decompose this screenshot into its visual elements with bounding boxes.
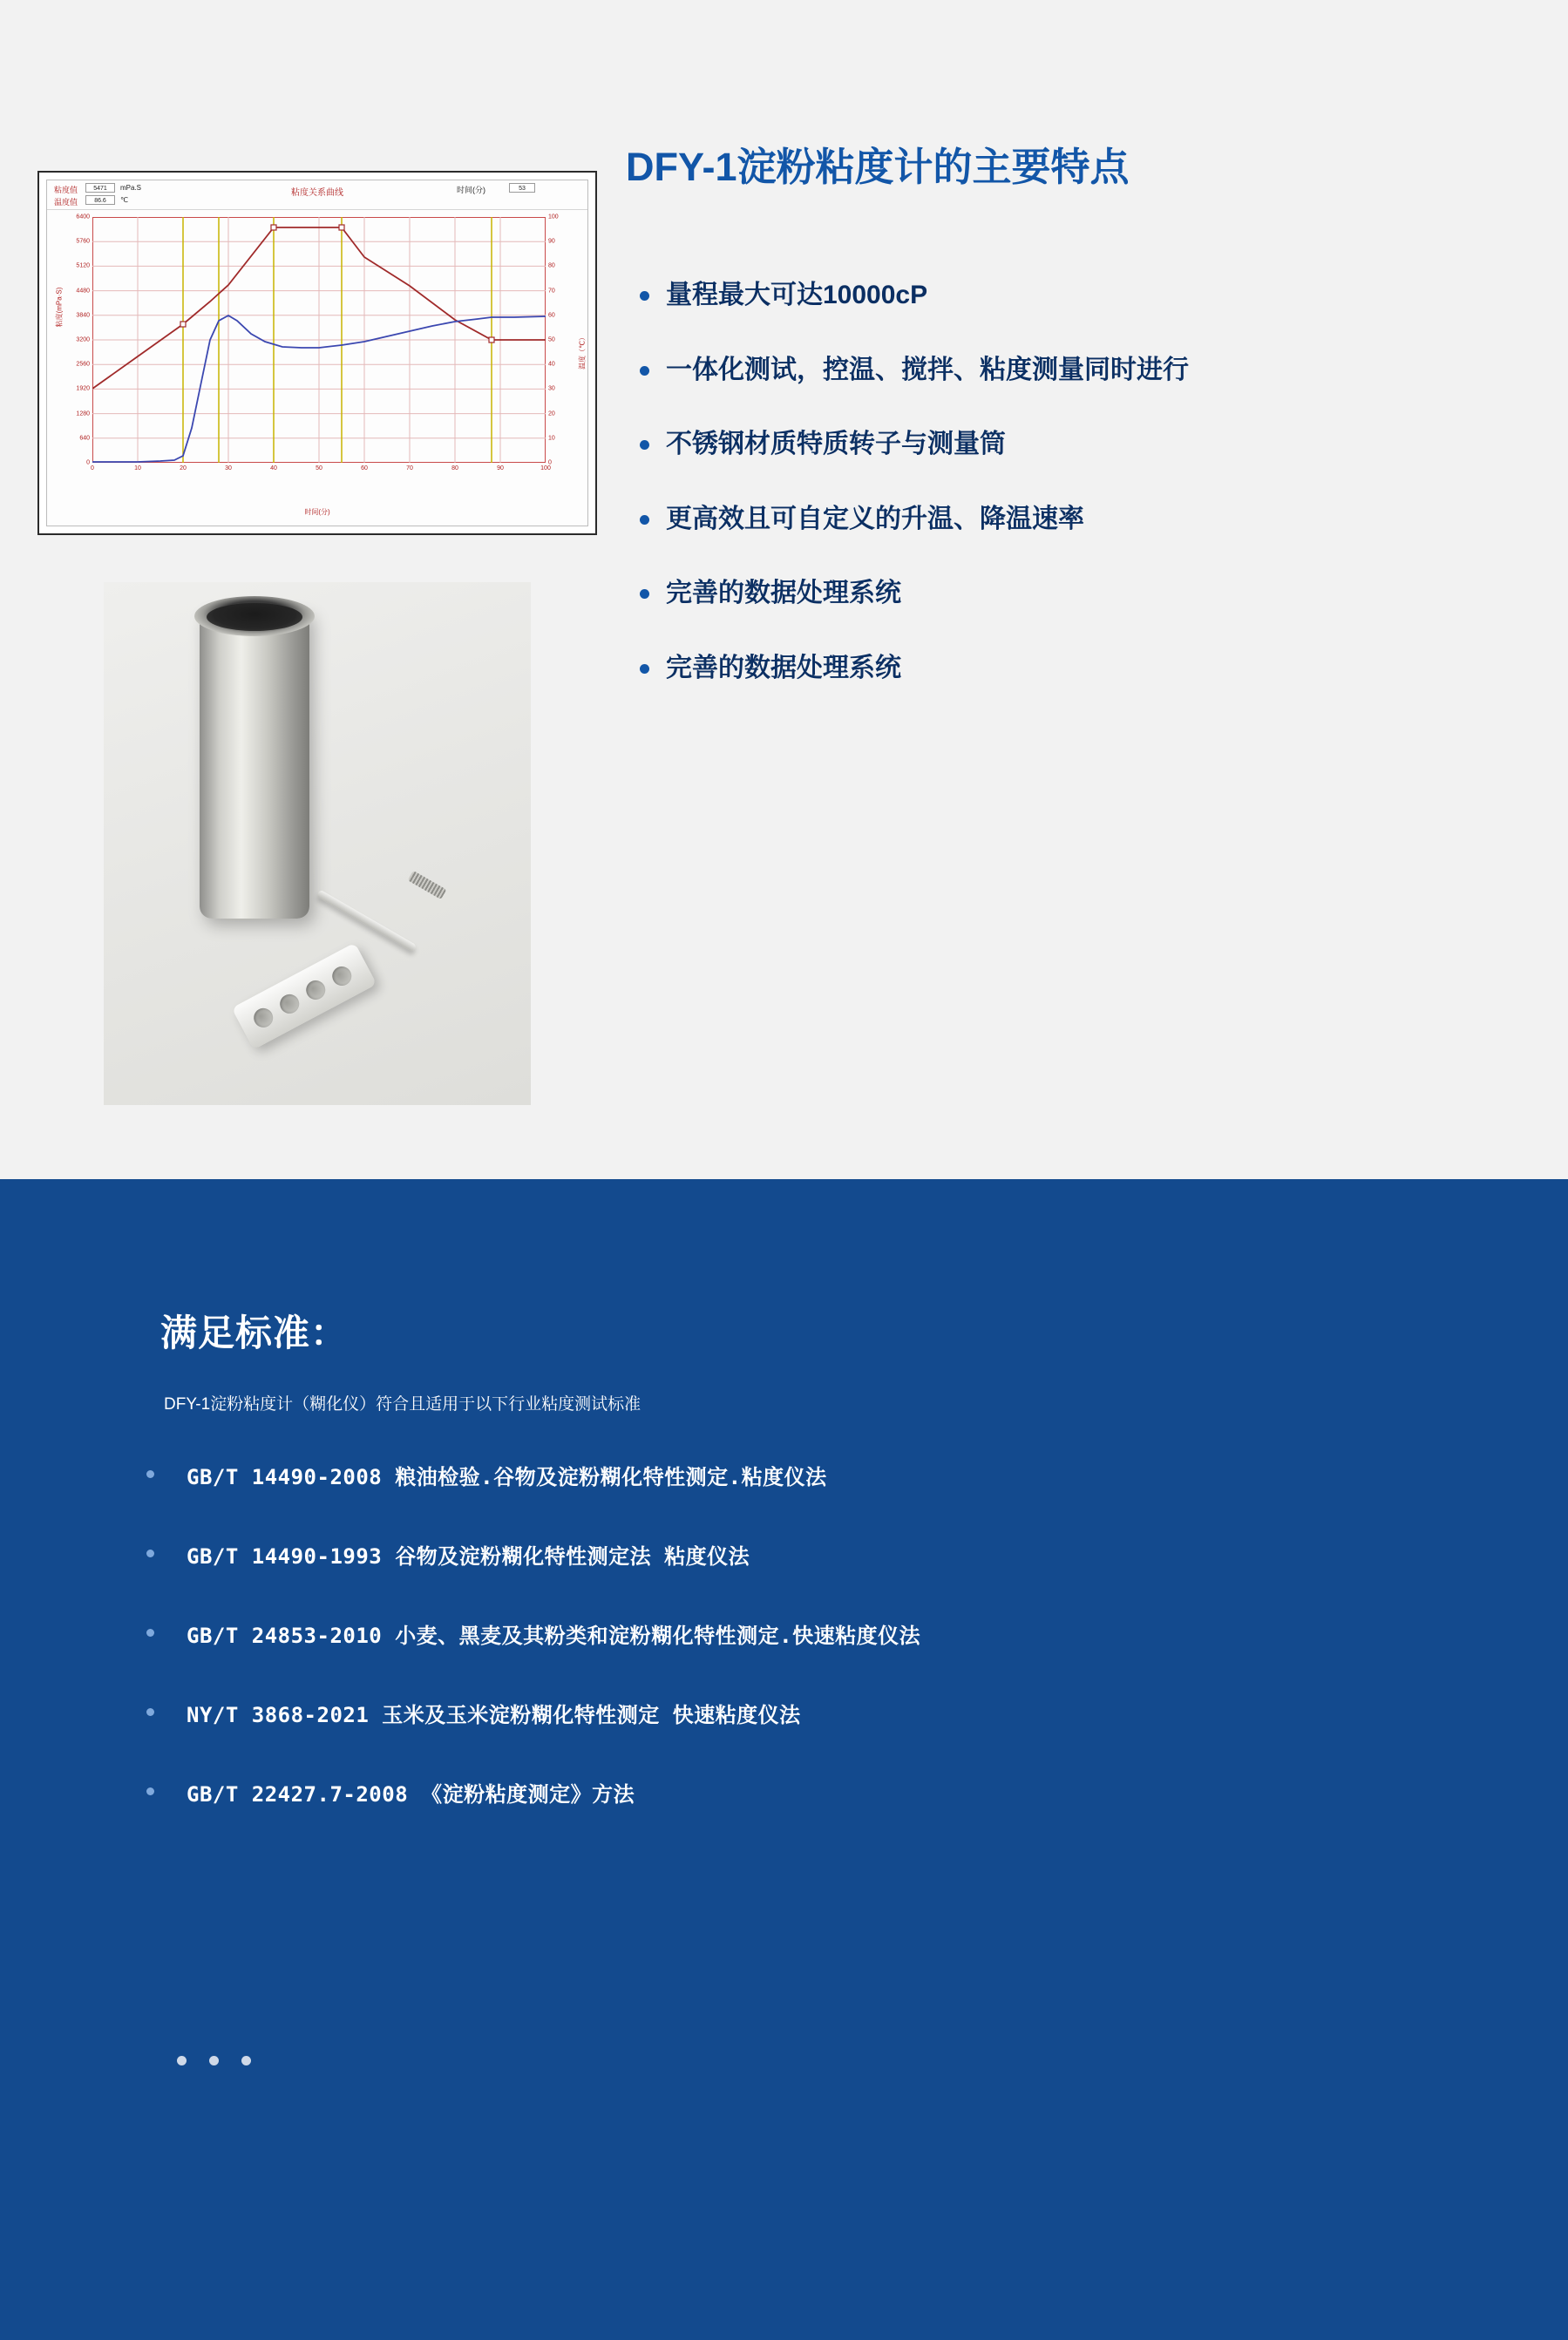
chart-x-axis-label: 时间(分) [304,508,330,516]
paddle-hole-4 [329,963,355,989]
standard-item [139,1618,1447,1649]
xtick-9: 90 [497,465,504,471]
xtick-0: 0 [91,465,94,471]
xtick-5: 50 [316,465,322,471]
viscosity-value-label: 粘度值 [54,186,78,194]
ytick-right-7: 30 [548,385,555,392]
ytick-left-4: 3840 [76,312,90,319]
xtick-2: 20 [180,465,187,471]
bullet-dot-icon [146,1550,154,1557]
xtick-3: 30 [225,465,232,471]
ytick-right-6: 40 [548,361,555,368]
ytick-left-3: 4480 [76,288,90,295]
rotor-paddle [232,943,377,1050]
ytick-right-1: 90 [548,238,555,245]
ytick-right-3: 70 [548,288,555,295]
xtick-4: 40 [270,465,277,471]
product-photo [104,582,531,1105]
temperature-unit-label: ℃ [120,196,128,204]
ytick-right-0: 100 [548,214,559,220]
ytick-left-2: 5120 [76,262,90,269]
standard-item [139,1539,1447,1570]
ytick-left-0: 6400 [76,214,90,220]
cylinder-opening [207,603,302,631]
rotor-shaft [316,890,417,953]
ytick-left-1: 5760 [76,238,90,245]
rotor-knurled-end [408,871,447,899]
feature-label: 完善的数据处理系统 [666,653,901,682]
standard-item [139,1777,1447,1808]
standard-item [139,1460,1447,1490]
chart-y-axis-label: 粘度(mPa·S) [55,287,64,328]
bullet-dot-icon [640,664,649,674]
feature-item [636,279,1534,312]
standard-label: NY/T 3868-2021 玉米及玉米淀粉糊化特性测定 快速粘度仪法 [187,1703,801,1727]
xtick-7: 70 [406,465,413,471]
ytick-right-2: 80 [548,262,555,269]
paddle-hole-2 [276,991,302,1017]
chart-inner-frame [46,180,588,526]
standard-item [139,1698,1447,1728]
ytick-right-10: 0 [548,459,552,466]
bullet-dot-icon [146,1470,154,1478]
bullet-dot-icon [640,515,649,525]
ytick-left-7: 1920 [76,385,90,392]
feature-label: 一体化测试，控温、搅拌、粘度测量同时进行 [666,355,1189,384]
ytick-right-9: 10 [548,435,555,442]
standards-title: 满足标准： [160,1312,349,1353]
feature-label: 完善的数据处理系统 [666,579,901,607]
feature-label: 量程最大可达10000cP [666,281,928,309]
ytick-left-9: 640 [79,435,90,442]
bullet-dot-icon [640,366,649,376]
chart-svg [92,217,546,463]
feature-label: 更高效且可自定义的升温、降温速率 [666,504,1084,533]
ytick-right-4: 60 [548,312,555,319]
feature-item [636,503,1534,536]
chart-y2-axis-label: 温度（℃） [578,333,587,370]
ytick-left-8: 1280 [76,410,90,417]
paddle-hole-1 [250,1005,276,1031]
bullet-dot-icon [146,1708,154,1716]
feature-list [636,279,1534,726]
feature-label: 不锈钢材质特质转子与测量筒 [666,430,1006,458]
standard-label: GB/T 22427.7-2008 《淀粉粘度测定》方法 [187,1782,635,1807]
more-standards-ellipsis [177,2056,251,2065]
feature-item [636,577,1534,610]
bullet-dot-icon [640,440,649,450]
feature-item [636,652,1534,685]
paddle-hole-3 [302,977,329,1003]
ytick-right-5: 50 [548,336,555,343]
feature-item [636,354,1534,387]
feature-item [636,428,1534,461]
bullet-dot-icon [640,291,649,301]
standard-label: GB/T 24853-2010 小麦、黑麦及其粉类和淀粉糊化特性测定.快速粘度仪法 [187,1624,921,1648]
xtick-6: 60 [361,465,368,471]
xtick-1: 10 [134,465,141,471]
viscosity-chart-card [37,171,597,535]
temperature-value-label: 温度值 [54,198,78,207]
viscosity-unit-label: mPa.S [120,184,142,192]
chart-toolbar [47,180,587,210]
bullet-dot-icon [146,1787,154,1795]
ytick-right-8: 20 [548,410,555,417]
ytick-left-10: 0 [86,459,90,466]
viscosity-value-box: 5471 [85,183,115,193]
xtick-10: 100 [540,465,551,471]
standard-label: GB/T 14490-1993 谷物及淀粉糊化特性测定法 粘度仪法 [187,1544,750,1569]
ellipsis-dot-icon [241,2056,251,2065]
standards-list [139,1460,1447,1856]
time-value-box: 53 [509,183,535,193]
temperature-value-box: 86.6 [85,195,115,205]
bullet-dot-icon [640,589,649,599]
standards-section [0,1179,1568,2340]
chart-plot-area [76,214,559,471]
ytick-left-5: 3200 [76,336,90,343]
chart-title: 粘度关系曲线 [291,188,343,198]
bullet-dot-icon [146,1629,154,1637]
standards-subtitle: DFY-1淀粉粘度计（糊化仪）符合且适用于以下行业粘度测试标准 [164,1395,641,1414]
standard-label: GB/T 14490-2008 粮油检验.谷物及淀粉糊化特性测定.粘度仪法 [187,1465,827,1489]
time-label: 时间(分) [457,186,485,194]
ytick-left-6: 2560 [76,361,90,368]
measuring-cylinder [200,608,309,919]
page-title: DFY-1淀粉粘度计的主要特点 [626,145,1130,189]
ellipsis-dot-icon [209,2056,219,2065]
xtick-8: 80 [451,465,458,471]
ellipsis-dot-icon [177,2056,187,2065]
